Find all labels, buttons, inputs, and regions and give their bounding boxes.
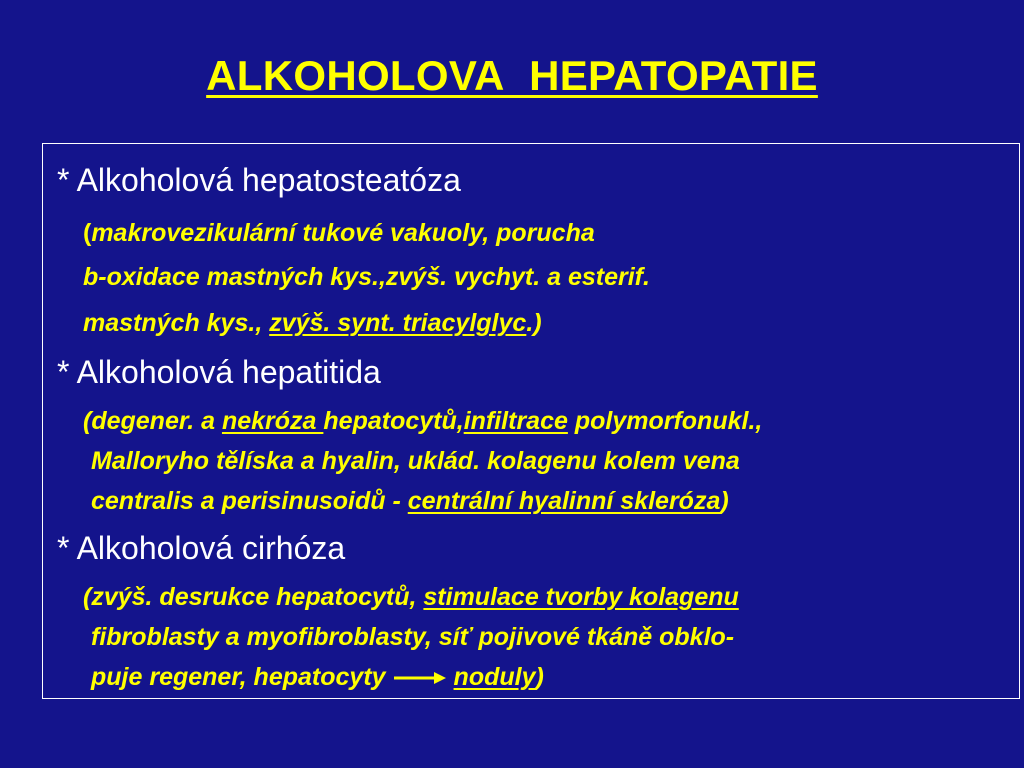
detail-line: puje regener, hepatocyty noduly) [91,663,544,691]
arrow-right-icon [394,671,446,685]
detail-line: b-oxidace mastných kys.,zvýš. vychyt. a esterif. [83,263,650,291]
detail-line: (zvýš. desrukce hepatocytů, stimulace tvorby kolagenu [83,583,739,611]
content-box [42,143,1020,699]
heading-hepatosteatoza: * Alkoholová hepatosteatóza [57,162,461,198]
detail-line: (degener. a nekróza hepatocytů,infiltrace polymorfonukl., [83,407,763,435]
heading-hepatitida: * Alkoholová hepatitida [57,354,381,390]
page-title: ALKOHOLOVA HEPATOPATIE [206,52,818,99]
heading-cirhoza: * Alkoholová cirhóza [57,530,346,566]
detail-line: fibroblasty a myofibroblasty, síť pojivové tkáně obklo- [91,623,735,651]
detail-line: (makrovezikulární tukové vakuoly, porucha [83,219,595,247]
detail-line: Malloryho tělíska a hyalin, uklád. kolagenu kolem vena [91,447,740,475]
detail-line: centralis a perisinusoidů - centrální hyalinní skleróza) [91,487,729,515]
detail-line: mastných kys., zvýš. synt. triacylglyc.) [83,309,542,337]
